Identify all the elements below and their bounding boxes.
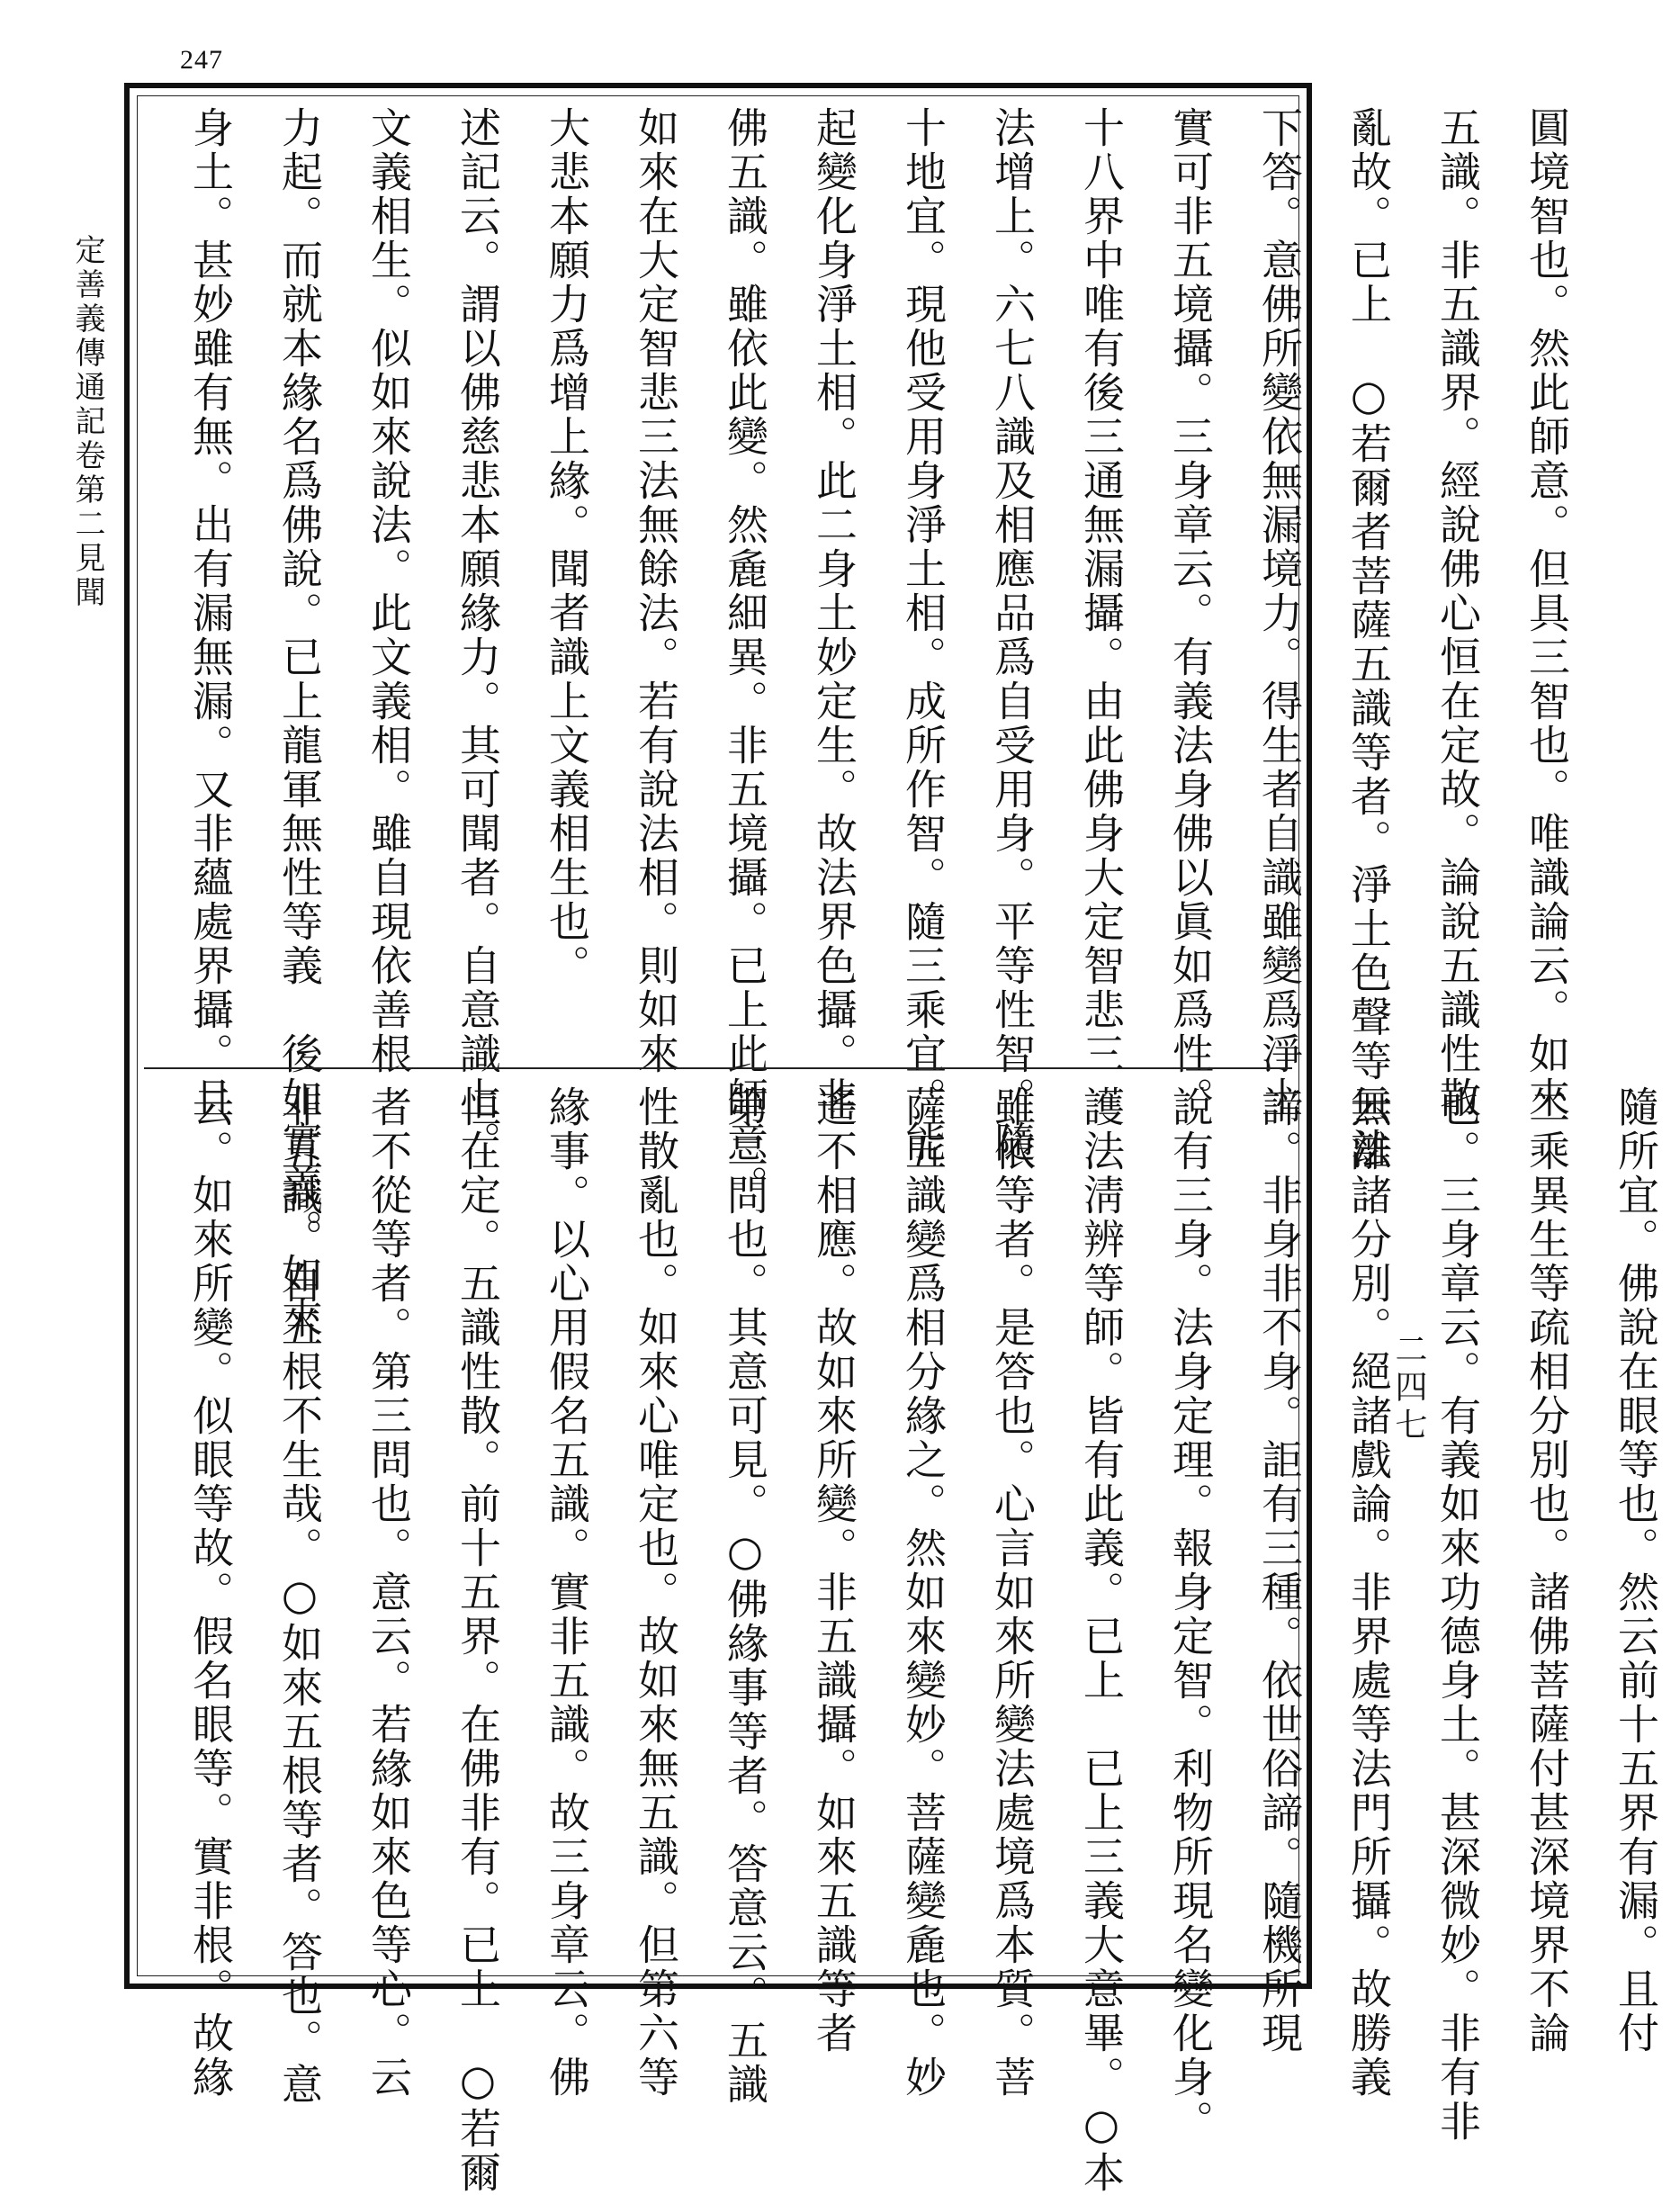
lower-column: 遙不相應。故如來所變。非五識攝。如來五識等者: [810, 1085, 858, 2056]
upper-column: 法增上。六七八識及相應品爲自受用身。平等性智。隨: [988, 106, 1037, 1165]
side-folio: 二四七: [1390, 1332, 1427, 1445]
upper-column: 大悲本願力爲增上緣。聞者識上文義相生也。: [543, 106, 591, 988]
lower-column: 恒在定。五識性散。前十五界。在佛非有。已上 ○若爾: [454, 1085, 502, 2195]
lower-column: 隨所宜。佛說在眼等也。然云前十五界有漏。且付: [1612, 1085, 1660, 2056]
upper-column: 圓境智也。然此師意。但具三智也。唯識論云。如來: [1523, 106, 1571, 1120]
upper-column: 如來在大定智悲三法無餘法。若有說法相。則如來: [632, 106, 680, 1076]
upper-column: 文義相生。似如來說法。此文義相。雖自現依善根: [364, 106, 413, 1076]
upper-column: 身土。甚妙雖有無。出有漏無漏。又非蘊處界攝。且: [186, 106, 235, 1120]
horizontal-divider: [144, 1067, 1292, 1069]
upper-column: 力起。而就本緣名爲佛說。已上龍軍無性等義 後如實義。如來: [275, 106, 324, 1341]
upper-text-block: [166, 106, 1571, 1341]
lower-column: 無離諸分別。絕諸戲論。非界處等法門所攝。故勝義: [1344, 1085, 1393, 2100]
lower-column: 說有三身。法身定理。報身定智。利物所現名變化身。: [1166, 1085, 1215, 2144]
upper-column: 述記云。謂以佛慈悲本願緣力。其可聞者。自意識上。: [454, 106, 502, 1165]
lower-column: 性散亂也。如來心唯定也。故如來無五識。但第六等: [632, 1085, 680, 2100]
upper-column: 佛五識。雖依此變。然麁細異。非五境攝。已上此師意。: [721, 106, 769, 1209]
lower-text: [166, 1085, 1680, 2195]
lower-column: 二乘異生等疏相分別也。諸佛菩薩付甚深境界不論: [1523, 1085, 1571, 2056]
lower-column: 第二問也。其意可見。○佛緣事等者。答意云。五識: [721, 1085, 769, 2107]
lower-column: 云。如來所變。似眼等故。假名眼等。實非根。故緣: [186, 1085, 235, 2100]
lower-column: 緣事。以心用假名五識。實非五識。故三身章云。佛: [543, 1085, 591, 2100]
lower-column: 護法淸辨等師。皆有此義。已上 已上三義大意畢。○本: [1077, 1085, 1126, 2195]
lower-column: 雖依等者。是答也。心言如來所變法處境爲本質。菩: [988, 1085, 1037, 2100]
upper-column: 起變化身淨土相。此二身土妙定生。故法界色攝。非: [810, 106, 858, 1120]
page-number: 247: [180, 45, 223, 75]
upper-column: 亂故。已上 ○若爾者菩薩五識等者。淨土色聲等云法: [1344, 106, 1393, 1172]
upper-column: 實可非五境攝。三身章云。有義法身佛以眞如爲性。: [1166, 106, 1215, 1120]
upper-column: 十地宜。現他受用身淨土相。成所作智。隨三乘宜。能: [899, 106, 948, 1165]
side-title: 定善義傳通記卷第二見聞: [69, 234, 105, 610]
lower-column: 諦。非身非不身。詎有三種。依世俗諦。隨機所現: [1255, 1085, 1304, 2056]
upper-text: [166, 106, 1591, 1341]
lower-column: 薩五識變爲相分緣之。然如來變妙。菩薩變麁也。妙: [899, 1085, 948, 2100]
lower-column: 者不從等者。第三問也。意云。若緣如來色等心。云: [364, 1085, 413, 2100]
lower-column: 也。三身章云。有義如來功德身土。甚深微妙。非有非: [1433, 1085, 1482, 2144]
upper-column: 下答。意佛所變依無漏境力。得生者自識雖變爲淨土: [1255, 106, 1304, 1120]
upper-column: 十八界中唯有後三通無漏攝。由此佛身大定智悲三: [1077, 106, 1126, 1076]
lower-column: 非五識。自五根不生哉。○如來五根等者。答也。意: [275, 1085, 324, 2107]
upper-column: 五識。非五識界。經說佛心恒在定故。論說五識性散: [1433, 106, 1482, 1120]
